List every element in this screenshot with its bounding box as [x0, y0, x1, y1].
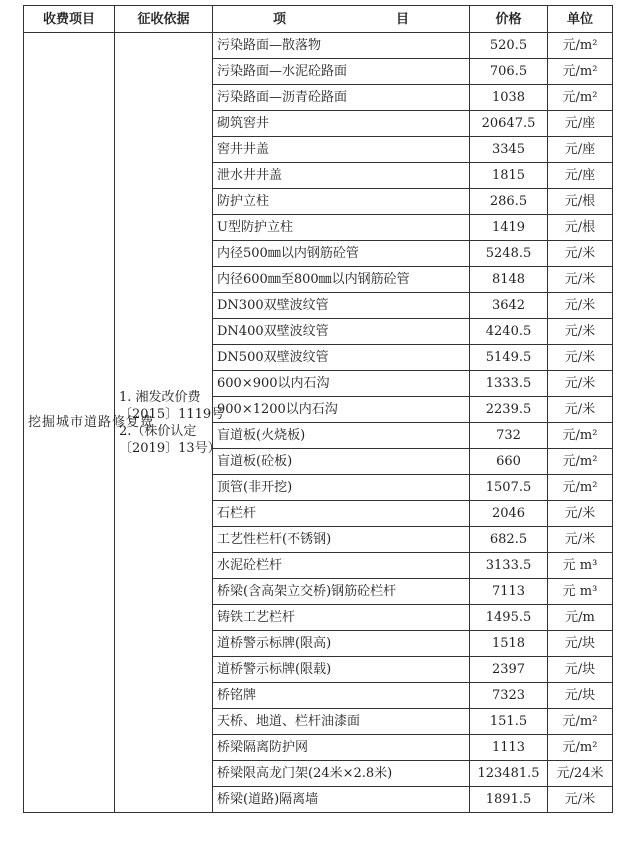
unit-cell: 元/24米 [548, 761, 613, 787]
price-cell: 660 [470, 449, 548, 475]
unit-cell: 元/米 [548, 319, 613, 345]
header-price: 价格 [470, 6, 548, 33]
item-name-cell: 900×1200以内石沟 [213, 397, 470, 423]
item-name-cell: 盲道板(砼板) [213, 449, 470, 475]
item-name-cell: 污染路面—水泥砼路面 [213, 59, 470, 85]
price-cell: 2046 [470, 501, 548, 527]
price-cell: 2397 [470, 657, 548, 683]
table-body [24, 33, 613, 813]
item-name-cell: 天桥、地道、栏杆油漆面 [213, 709, 470, 735]
unit-cell: 元 m³ [548, 579, 613, 605]
price-cell: 123481.5 [470, 761, 548, 787]
price-cell: 3345 [470, 137, 548, 163]
price-cell: 1419 [470, 215, 548, 241]
unit-cell: 元/块 [548, 657, 613, 683]
item-name-cell: 道桥警示标牌(限高) [213, 631, 470, 657]
item-name-cell: 桥梁(道路)隔离墙 [213, 787, 470, 813]
price-cell: 682.5 [470, 527, 548, 553]
price-cell: 20647.5 [470, 111, 548, 137]
price-cell: 151.5 [470, 709, 548, 735]
unit-cell: 元/块 [548, 683, 613, 709]
item-name-cell: 道桥警示标牌(限载) [213, 657, 470, 683]
unit-cell: 元/米 [548, 501, 613, 527]
header-category: 收费项目 [24, 6, 115, 33]
unit-cell: 元/m² [548, 59, 613, 85]
basis-line: 〔2015〕1119号 [119, 406, 225, 422]
basis-line: 〔2019〕13号） [119, 440, 221, 456]
item-name-cell: 水泥砼栏杆 [213, 553, 470, 579]
price-cell: 1495.5 [470, 605, 548, 631]
fee-category-cell: 挖掘城市道路修复费 [24, 33, 115, 813]
item-name-cell: 污染路面—散落物 [213, 33, 470, 59]
item-name-cell: 泄水井井盖 [213, 163, 470, 189]
item-name-cell: 铸铁工艺栏杆 [213, 605, 470, 631]
unit-cell: 元/米 [548, 241, 613, 267]
item-name-cell: 内径500㎜以内钢筋砼管 [213, 241, 470, 267]
item-name-cell: 桥铭牌 [213, 683, 470, 709]
price-cell: 1891.5 [470, 787, 548, 813]
price-cell: 1815 [470, 163, 548, 189]
unit-cell: 元/米 [548, 371, 613, 397]
price-cell: 520.5 [470, 33, 548, 59]
collection-basis-cell [115, 33, 225, 813]
header-row [24, 6, 613, 33]
unit-cell: 元/米 [548, 397, 613, 423]
header-basis: 征收依据 [115, 6, 213, 33]
unit-cell: 元/米 [548, 527, 613, 553]
price-cell: 286.5 [470, 189, 548, 215]
price-cell: 1518 [470, 631, 548, 657]
unit-cell: 元/根 [548, 215, 613, 241]
item-name-cell: 顶管(非开挖) [213, 475, 470, 501]
price-cell: 7113 [470, 579, 548, 605]
item-name-cell: 内径600㎜至800㎜以内钢筋砼管 [213, 267, 470, 293]
unit-cell: 元/米 [548, 293, 613, 319]
price-cell: 3133.5 [470, 553, 548, 579]
item-name-cell: DN500双壁波纹管 [213, 345, 470, 371]
item-name-cell: 石栏杆 [213, 501, 470, 527]
unit-cell: 元/米 [548, 787, 613, 813]
basis-line: 2.（株价认定 [119, 423, 197, 439]
price-cell: 5248.5 [470, 241, 548, 267]
unit-cell: 元 m³ [548, 553, 613, 579]
price-cell: 1507.5 [470, 475, 548, 501]
item-name-cell: 窖井井盖 [213, 137, 470, 163]
unit-cell: 元/m² [548, 423, 613, 449]
item-name-cell: 防护立柱 [213, 189, 470, 215]
unit-cell: 元/m² [548, 449, 613, 475]
item-name-cell: 桥梁限高龙门架(24米×2.8米) [213, 761, 470, 787]
price-cell: 7323 [470, 683, 548, 709]
price-cell: 732 [470, 423, 548, 449]
item-name-cell: 污染路面—沥青砼路面 [213, 85, 470, 111]
item-name-cell: DN400双壁波纹管 [213, 319, 470, 345]
unit-cell: 元/米 [548, 345, 613, 371]
price-cell: 2239.5 [470, 397, 548, 423]
unit-cell: 元/根 [548, 189, 613, 215]
table-row [24, 33, 613, 59]
item-name-cell: 砌筑窖井 [213, 111, 470, 137]
unit-cell: 元/m² [548, 85, 613, 111]
unit-cell: 元/m [548, 605, 613, 631]
item-name-cell: 工艺性栏杆(不锈钢) [213, 527, 470, 553]
item-name-cell: 桥梁隔离防护网 [213, 735, 470, 761]
unit-cell: 元/m² [548, 475, 613, 501]
item-name-cell: 桥梁(含高架立交桥)钢筋砼栏杆 [213, 579, 470, 605]
item-name-cell: 盲道板(火烧板) [213, 423, 470, 449]
unit-cell: 元/m² [548, 33, 613, 59]
item-name-cell: DN300双壁波纹管 [213, 293, 470, 319]
item-name-cell: 600×900以内石沟 [213, 371, 470, 397]
unit-cell: 元/座 [548, 163, 613, 189]
unit-cell: 元/块 [548, 631, 613, 657]
price-cell: 706.5 [470, 59, 548, 85]
unit-cell: 元/米 [548, 267, 613, 293]
unit-cell: 元/m² [548, 735, 613, 761]
unit-cell: 元/m² [548, 709, 613, 735]
price-cell: 8148 [470, 267, 548, 293]
item-name-cell: U型防护立柱 [213, 215, 470, 241]
unit-cell: 元/座 [548, 137, 613, 163]
unit-cell: 元/座 [548, 111, 613, 137]
price-cell: 1333.5 [470, 371, 548, 397]
header-unit: 单位 [548, 6, 613, 33]
price-cell: 3642 [470, 293, 548, 319]
price-cell: 1038 [470, 85, 548, 111]
fee-table [23, 5, 613, 813]
price-cell: 1113 [470, 735, 548, 761]
price-cell: 4240.5 [470, 319, 548, 345]
header-item: 项 目 [213, 6, 470, 33]
basis-line: 1. 湘发改价费 [119, 389, 201, 405]
price-cell: 5149.5 [470, 345, 548, 371]
